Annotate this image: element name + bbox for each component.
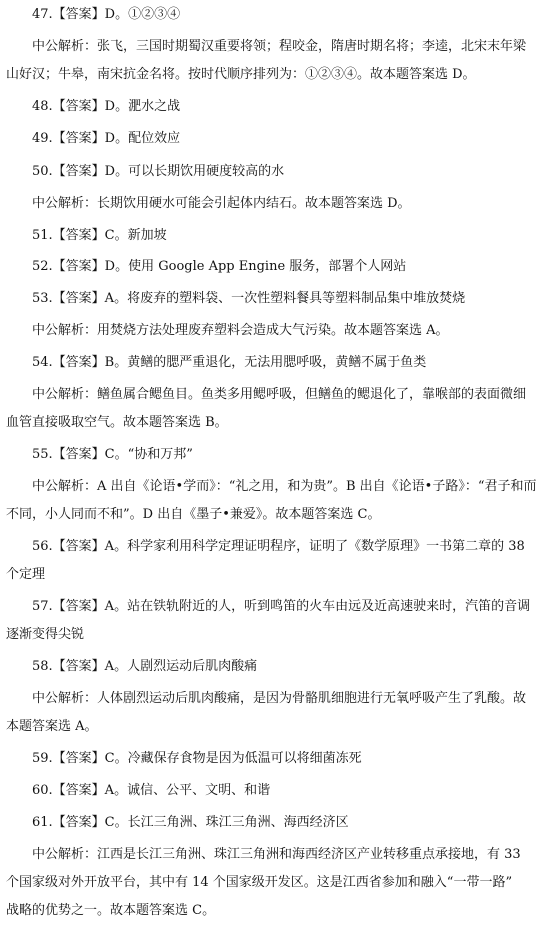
analysis-line-50: 中公解析：长期饮用硬水可能会引起体内结石。故本题答案选 D。 (32, 196, 411, 211)
answer-line-58: 58.【答案】A。人剧烈运动后肌肉酸痛 (32, 659, 258, 674)
answer-line-47: 47.【答案】D。①②③④ (32, 7, 181, 22)
analysis-line-47-cont: 山好汉；牛皋，南宋抗金名将。按时代顺序排列为：①②③④。故本题答案选 D。 (6, 67, 476, 82)
analysis-line-61: 中公解析：江西是长江三角洲、珠江三角洲和海西经济区产业转移重点承接地，有 33 (32, 847, 521, 862)
analysis-line-58-cont: 本题答案选 A。 (6, 719, 98, 734)
analysis-line-54-cont: 血管直接吸取空气。故本题答案选 B。 (6, 415, 228, 430)
answer-line-53: 53.【答案】A。将废弃的塑料袋、一次性塑料餐具等塑料制品集中堆放焚烧 (32, 291, 466, 306)
analysis-line-61-cont: 个国家级对外开放平台，其中有 14 个国家级开发区。这是江西省参加和融入“一带一路” (6, 875, 513, 890)
analysis-line-54: 中公解析：鳝鱼属合鳃鱼目。鱼类多用鳃呼吸，但鳝鱼的鳃退化了，靠喉部的表面微细 (32, 387, 527, 402)
answer-line-54: 54.【答案】B。黄鳝的腮严重退化，无法用腮呼吸，黄鳝不属于鱼类 (32, 355, 427, 370)
analysis-line-61-cont-2: 战略的优势之一。故本题答案选 C。 (6, 903, 216, 918)
answer-line-61: 61.【答案】C。长江三角洲、珠江三角洲、海西经济区 (32, 815, 349, 830)
answer-line-49: 49.【答案】D。配位效应 (32, 131, 181, 146)
analysis-line-58: 中公解析：人体剧烈运动后肌肉酸痛，是因为骨骼肌细胞进行无氧呼吸产生了乳酸。故 (32, 691, 527, 706)
answer-line-48: 48.【答案】D。淝水之战 (32, 99, 181, 114)
answer-line-57-cont: 逐渐变得尖锐 (6, 627, 85, 642)
analysis-line-47: 中公解析：张飞，三国时期蜀汉重要将领；程咬金，隋唐时期名将；李逵，北宋末年梁 (32, 39, 527, 54)
answer-line-55: 55.【答案】C。“协和万邦” (32, 447, 193, 462)
analysis-line-53: 中公解析：用焚烧方法处理废弃塑料会造成大气污染。故本题答案选 A。 (32, 323, 449, 338)
answer-line-52: 52.【答案】D。使用 Google App Engine 服务，部署个人网站 (32, 259, 407, 274)
answer-line-51: 51.【答案】C。新加坡 (32, 228, 167, 243)
answer-line-56-cont: 个定理 (6, 567, 46, 582)
answer-line-59: 59.【答案】C。冷藏保存食物是因为低温可以将细菌冻死 (32, 751, 362, 766)
answer-line-50: 50.【答案】D。可以长期饮用硬度较高的水 (32, 164, 285, 179)
answer-line-60: 60.【答案】A。诚信、公平、文明、和谐 (32, 783, 271, 798)
analysis-line-55-cont: 不同，小人同而不和”。D 出自《墨子•兼爱》。故本题答案选 C。 (6, 507, 381, 522)
answer-line-56: 56.【答案】A。科学家利用科学定理证明程序，证明了《数学原理》一书第二章的 38 (32, 539, 525, 554)
analysis-line-55: 中公解析：A 出自《论语•学而》：“礼之用，和为贵”。B 出自《论语•子路》：“君子和而 (32, 479, 537, 494)
answer-line-57: 57.【答案】A。站在铁轨附近的人，听到鸣笛的火车由远及近高速驶来时，汽笛的音调 (32, 599, 531, 614)
